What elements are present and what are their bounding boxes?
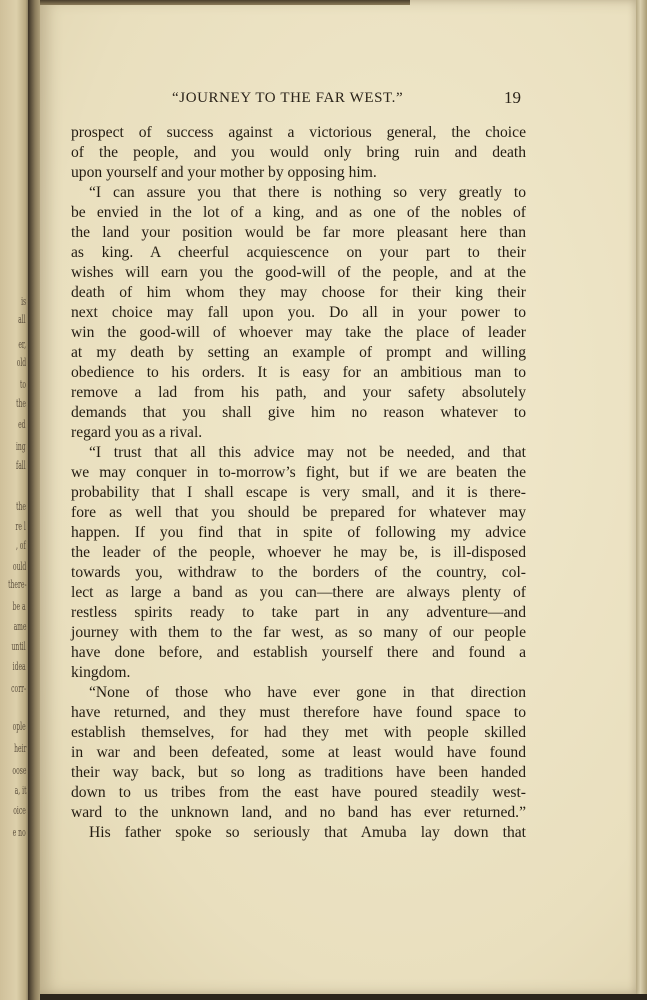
- facing-page-fragment: corr-: [11, 682, 26, 695]
- text-line: establish themselves, for had they met with people skilled: [71, 724, 526, 741]
- facing-page-fragment: all: [18, 313, 26, 326]
- facing-page-fragment: oice: [13, 804, 26, 817]
- facing-page-fragment: there-: [7, 578, 26, 591]
- text-line: of the people, and you would only bring ruin and death: [71, 144, 526, 161]
- facing-page-fragment: re l: [15, 520, 26, 533]
- text-line: journey with them to the far west, as so many of our people: [71, 624, 526, 641]
- text-line: probability that I shall escape is very small, and it is there-: [71, 484, 526, 501]
- facing-page-fragment: ame: [13, 620, 26, 633]
- text-line: be envied in the lot of a king, and as one of the nobles of: [71, 204, 526, 221]
- text-line: wishes will earn you the good-will of the people, and at the: [71, 264, 526, 281]
- text-line: “I can assure you that there is nothing so very greatly to: [89, 184, 526, 201]
- facing-page-fragment: oose: [12, 764, 26, 777]
- facing-page-fragment: a, it: [14, 784, 26, 797]
- text-line: we may conquer in to-morrow’s fight, but if we are beaten the: [71, 464, 526, 481]
- facing-page-fragment: fall: [16, 459, 26, 472]
- facing-page-fragment: ed: [18, 418, 26, 431]
- facing-page-fragment: ould: [12, 560, 26, 573]
- text-line: happen. If you find that in spite of following my advice: [71, 524, 526, 541]
- text-line: “None of those who have ever gone in that direction: [89, 684, 526, 701]
- text-line: as king. A cheerful acquiescence on your part to their: [71, 244, 526, 261]
- facing-page-fragment: idea: [12, 660, 26, 673]
- text-line: at my death by setting an example of prompt and willing: [71, 344, 526, 361]
- text-line: death of him whom they may choose for their king their: [71, 284, 526, 301]
- text-line: kingdom.: [71, 664, 131, 681]
- page-bottom-edge: [40, 994, 647, 1000]
- facing-page-text-fragments: [0, 0, 28, 1000]
- text-line: have done before, and establish yourself there and found a: [71, 644, 526, 661]
- facing-page-fragment: ing: [16, 440, 26, 453]
- facing-page-fragment: to: [19, 378, 26, 391]
- facing-page-fragment: the: [16, 500, 26, 513]
- text-line: have returned, and they must therefore have found space to: [71, 704, 526, 721]
- text-line: in war and been defeated, some at least would have found: [71, 744, 526, 761]
- page-right-edge: [636, 0, 647, 1000]
- facing-page-fragment: e no: [12, 826, 26, 839]
- text-line: the leader of the people, whoever he may be, is ill-disposed: [71, 544, 526, 561]
- text-line: ward to the unknown land, and no band has ever returned.”: [71, 804, 526, 821]
- facing-page-fragment: until: [11, 640, 26, 653]
- text-line: the land your position would be far more pleasant here than: [71, 224, 526, 241]
- text-line: remove a lad from his path, and your safety absolutely: [71, 384, 526, 401]
- text-line: down to us tribes from the east have poured steadily west-: [71, 784, 526, 801]
- text-line: demands that you shall give him no reason whatever to: [71, 404, 526, 421]
- text-line: their way back, but so long as traditions have been handed: [71, 764, 526, 781]
- running-head: “JOURNEY TO THE FAR WEST.”: [172, 90, 404, 106]
- facing-page-fragment: old: [16, 356, 26, 369]
- text-line: win the good-will of whoever may take the place of leader: [71, 324, 526, 341]
- facing-page-fragment: , of: [16, 539, 26, 552]
- text-line: obedience to his orders. It is easy for an ambitious man to: [71, 364, 526, 381]
- facing-page-fragment: er,: [18, 338, 26, 351]
- facing-page-fragment: be a: [13, 600, 26, 613]
- text-line: next choice may fall upon you. Do all in your power to: [71, 304, 526, 321]
- facing-page-fragment: the: [16, 397, 26, 410]
- text-line: restless spirits ready to take part in any adventure—and: [71, 604, 526, 621]
- text-line: towards you, withdraw to the borders of the country, col-: [71, 564, 526, 581]
- text-line: regard you as a rival.: [71, 424, 203, 441]
- text-line: upon yourself and your mother by opposing him.: [71, 164, 377, 181]
- text-line: lect as large a band as you can—there are always plenty of: [71, 584, 526, 601]
- facing-page-fragment: ople: [12, 720, 26, 733]
- page-number: 19: [504, 88, 521, 107]
- body-text: [71, 123, 526, 843]
- facing-page-fragment: heir: [13, 742, 26, 755]
- text-line: fore as well that you should be prepared for whatever may: [71, 504, 526, 521]
- text-line: His father spoke so seriously that Amuba lay down that: [89, 824, 526, 841]
- text-line: “I trust that all this advice may not be needed, and that: [89, 444, 526, 461]
- facing-page-fragment: is: [20, 295, 26, 308]
- top-binding-rule: [40, 0, 410, 5]
- text-line: prospect of success against a victorious general, the choice: [71, 124, 526, 141]
